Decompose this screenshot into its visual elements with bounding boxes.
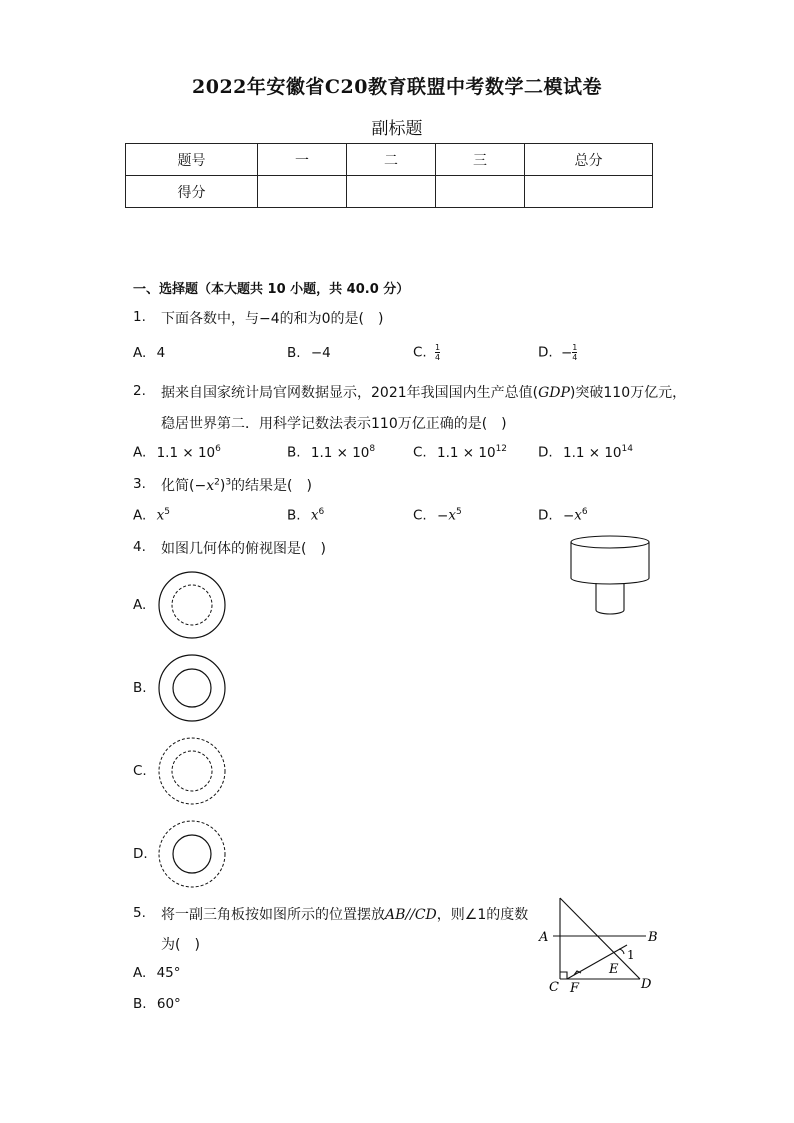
option-letter: D. (538, 444, 553, 461)
fraction-numerator: 1 (435, 343, 441, 352)
option-sign: − (562, 507, 575, 524)
option-c (413, 507, 462, 524)
score-table-header-cell: 一 (258, 144, 347, 176)
question-number: 2. (133, 383, 146, 399)
option-letter: C. (413, 444, 427, 461)
math-gdp: GDP (538, 385, 570, 401)
option-a-figure (155, 570, 229, 640)
option-letter: A. (133, 507, 147, 524)
option-sign: − (560, 344, 573, 361)
option-letter: A. (133, 444, 147, 461)
option-var: x (310, 507, 319, 524)
question-number: 5. (133, 905, 146, 921)
option-value: 45° (156, 965, 181, 981)
option-exponent: 14 (621, 444, 633, 454)
option-b (287, 507, 324, 524)
option-letter: D. (538, 344, 553, 361)
option-b (133, 996, 181, 1012)
score-table-cell (436, 176, 525, 208)
score-table-header-cell: 二 (347, 144, 436, 176)
solid-figure (570, 530, 662, 622)
score-table-header-cell: 三 (436, 144, 525, 176)
option-letter: B. (133, 996, 147, 1012)
option-a (133, 345, 165, 361)
option-a (133, 965, 181, 981)
text-span: 据来自国家统计局官网数据显示，2021年我国国内生产总值( (161, 385, 539, 401)
line-hypotenuse (560, 898, 640, 979)
page-title: 2022年安徽省C20教育联盟中考数学二模试卷 (192, 76, 602, 98)
text-span: 将一副三角板按如图所示的位置摆放 (161, 907, 385, 923)
option-exponent: 6 (215, 444, 221, 454)
option-d (538, 444, 633, 461)
option-b-figure (155, 653, 229, 723)
question-text: 如图几何体的俯视图是( ) (161, 541, 326, 557)
option-exponent: 6 (318, 507, 325, 517)
label-angle-1: 1 (627, 948, 635, 962)
option-value: −4 (310, 345, 331, 361)
question-text: 下面各数中，与−4的和为0的是( ) (161, 311, 384, 327)
text-span: 化简(− (161, 478, 207, 494)
option-value: 60° (156, 996, 181, 1012)
option-letter: C. (133, 763, 147, 779)
option-a (133, 507, 170, 524)
option-letter: D. (133, 846, 148, 862)
option-letter: D. (538, 507, 553, 524)
question-text-line-2: 为( ) (161, 937, 200, 953)
fraction (572, 343, 577, 362)
score-table (125, 143, 653, 208)
option-b (287, 345, 331, 361)
option-letter: B. (287, 444, 301, 461)
option-exponent: 6 (581, 507, 588, 517)
option-c (413, 343, 440, 362)
option-base: 1.1 × 10 (437, 444, 496, 461)
option-var: x (574, 507, 582, 524)
option-var: x (448, 507, 456, 524)
score-table-cell (258, 176, 347, 208)
text-span: ) (219, 478, 226, 494)
question-number: 4. (133, 539, 146, 555)
math-var: x (206, 478, 215, 494)
option-exponent: 5 (455, 507, 462, 517)
option-d (538, 343, 577, 362)
option-letter: A. (133, 965, 147, 981)
triangle-figure (535, 893, 670, 993)
option-a (133, 444, 221, 461)
fraction-denominator: 4 (435, 353, 441, 362)
option-base: 1.1 × 10 (310, 444, 370, 461)
option-base: 1.1 × 10 (562, 444, 622, 461)
option-d-figure (155, 819, 229, 889)
option-letter: B. (287, 345, 301, 361)
fraction (435, 343, 440, 362)
option-value: 4 (156, 345, 166, 361)
question-text-line-1 (161, 904, 528, 924)
option-d (538, 507, 588, 524)
option-letter: C. (413, 507, 427, 524)
score-table-header-cell: 题号 (126, 144, 258, 176)
math-parallel: AB//CD (385, 907, 437, 923)
label-c: C (549, 980, 559, 993)
option-letter: A. (133, 345, 147, 361)
option-base: 1.1 × 10 (156, 444, 216, 461)
score-table-cell (347, 176, 436, 208)
score-table-row-label: 得分 (126, 176, 258, 208)
option-exponent: 8 (369, 444, 376, 454)
label-e: E (609, 962, 619, 977)
exponent: 3 (225, 477, 232, 488)
score-table-cell (525, 176, 653, 208)
option-exponent: 12 (495, 444, 508, 454)
option-b (287, 444, 375, 461)
score-table-score-row (126, 176, 653, 208)
page-subtitle: 副标题 (371, 119, 423, 139)
section-heading: 一、选择题（本大题共 10 小题，共 40.0 分） (133, 282, 410, 297)
fraction-numerator: 1 (572, 343, 578, 352)
option-var: x (156, 507, 165, 524)
question-number: 1. (133, 309, 146, 325)
option-letter: C. (413, 344, 427, 361)
option-letter: B. (287, 507, 301, 524)
label-d: D (641, 977, 652, 992)
option-sign: − (437, 507, 449, 524)
option-letter: B. (133, 680, 147, 696)
text-span: ，则∠1的度数 (436, 907, 529, 923)
question-text-line-2: 稳居世界第二．用科学记数法表示110万亿正确的是( ) (161, 416, 507, 432)
option-letter: A. (133, 597, 147, 613)
question-text (161, 475, 312, 495)
option-c (413, 444, 507, 461)
exponent: 2 (214, 477, 220, 488)
question-number: 3. (133, 476, 146, 492)
label-a: A (539, 930, 549, 945)
fraction-denominator: 4 (572, 353, 578, 362)
text-span: 的结果是( ) (231, 478, 312, 494)
score-table-header-cell: 总分 (525, 144, 653, 176)
label-b: B (648, 930, 658, 945)
top-ellipse (571, 536, 649, 548)
option-exponent: 5 (164, 507, 170, 517)
score-table-header-row (126, 144, 653, 176)
question-text-line-1 (161, 382, 686, 402)
label-f: F (570, 981, 580, 993)
text-span: )突破110万亿元， (569, 385, 687, 401)
option-c-figure (155, 736, 229, 806)
